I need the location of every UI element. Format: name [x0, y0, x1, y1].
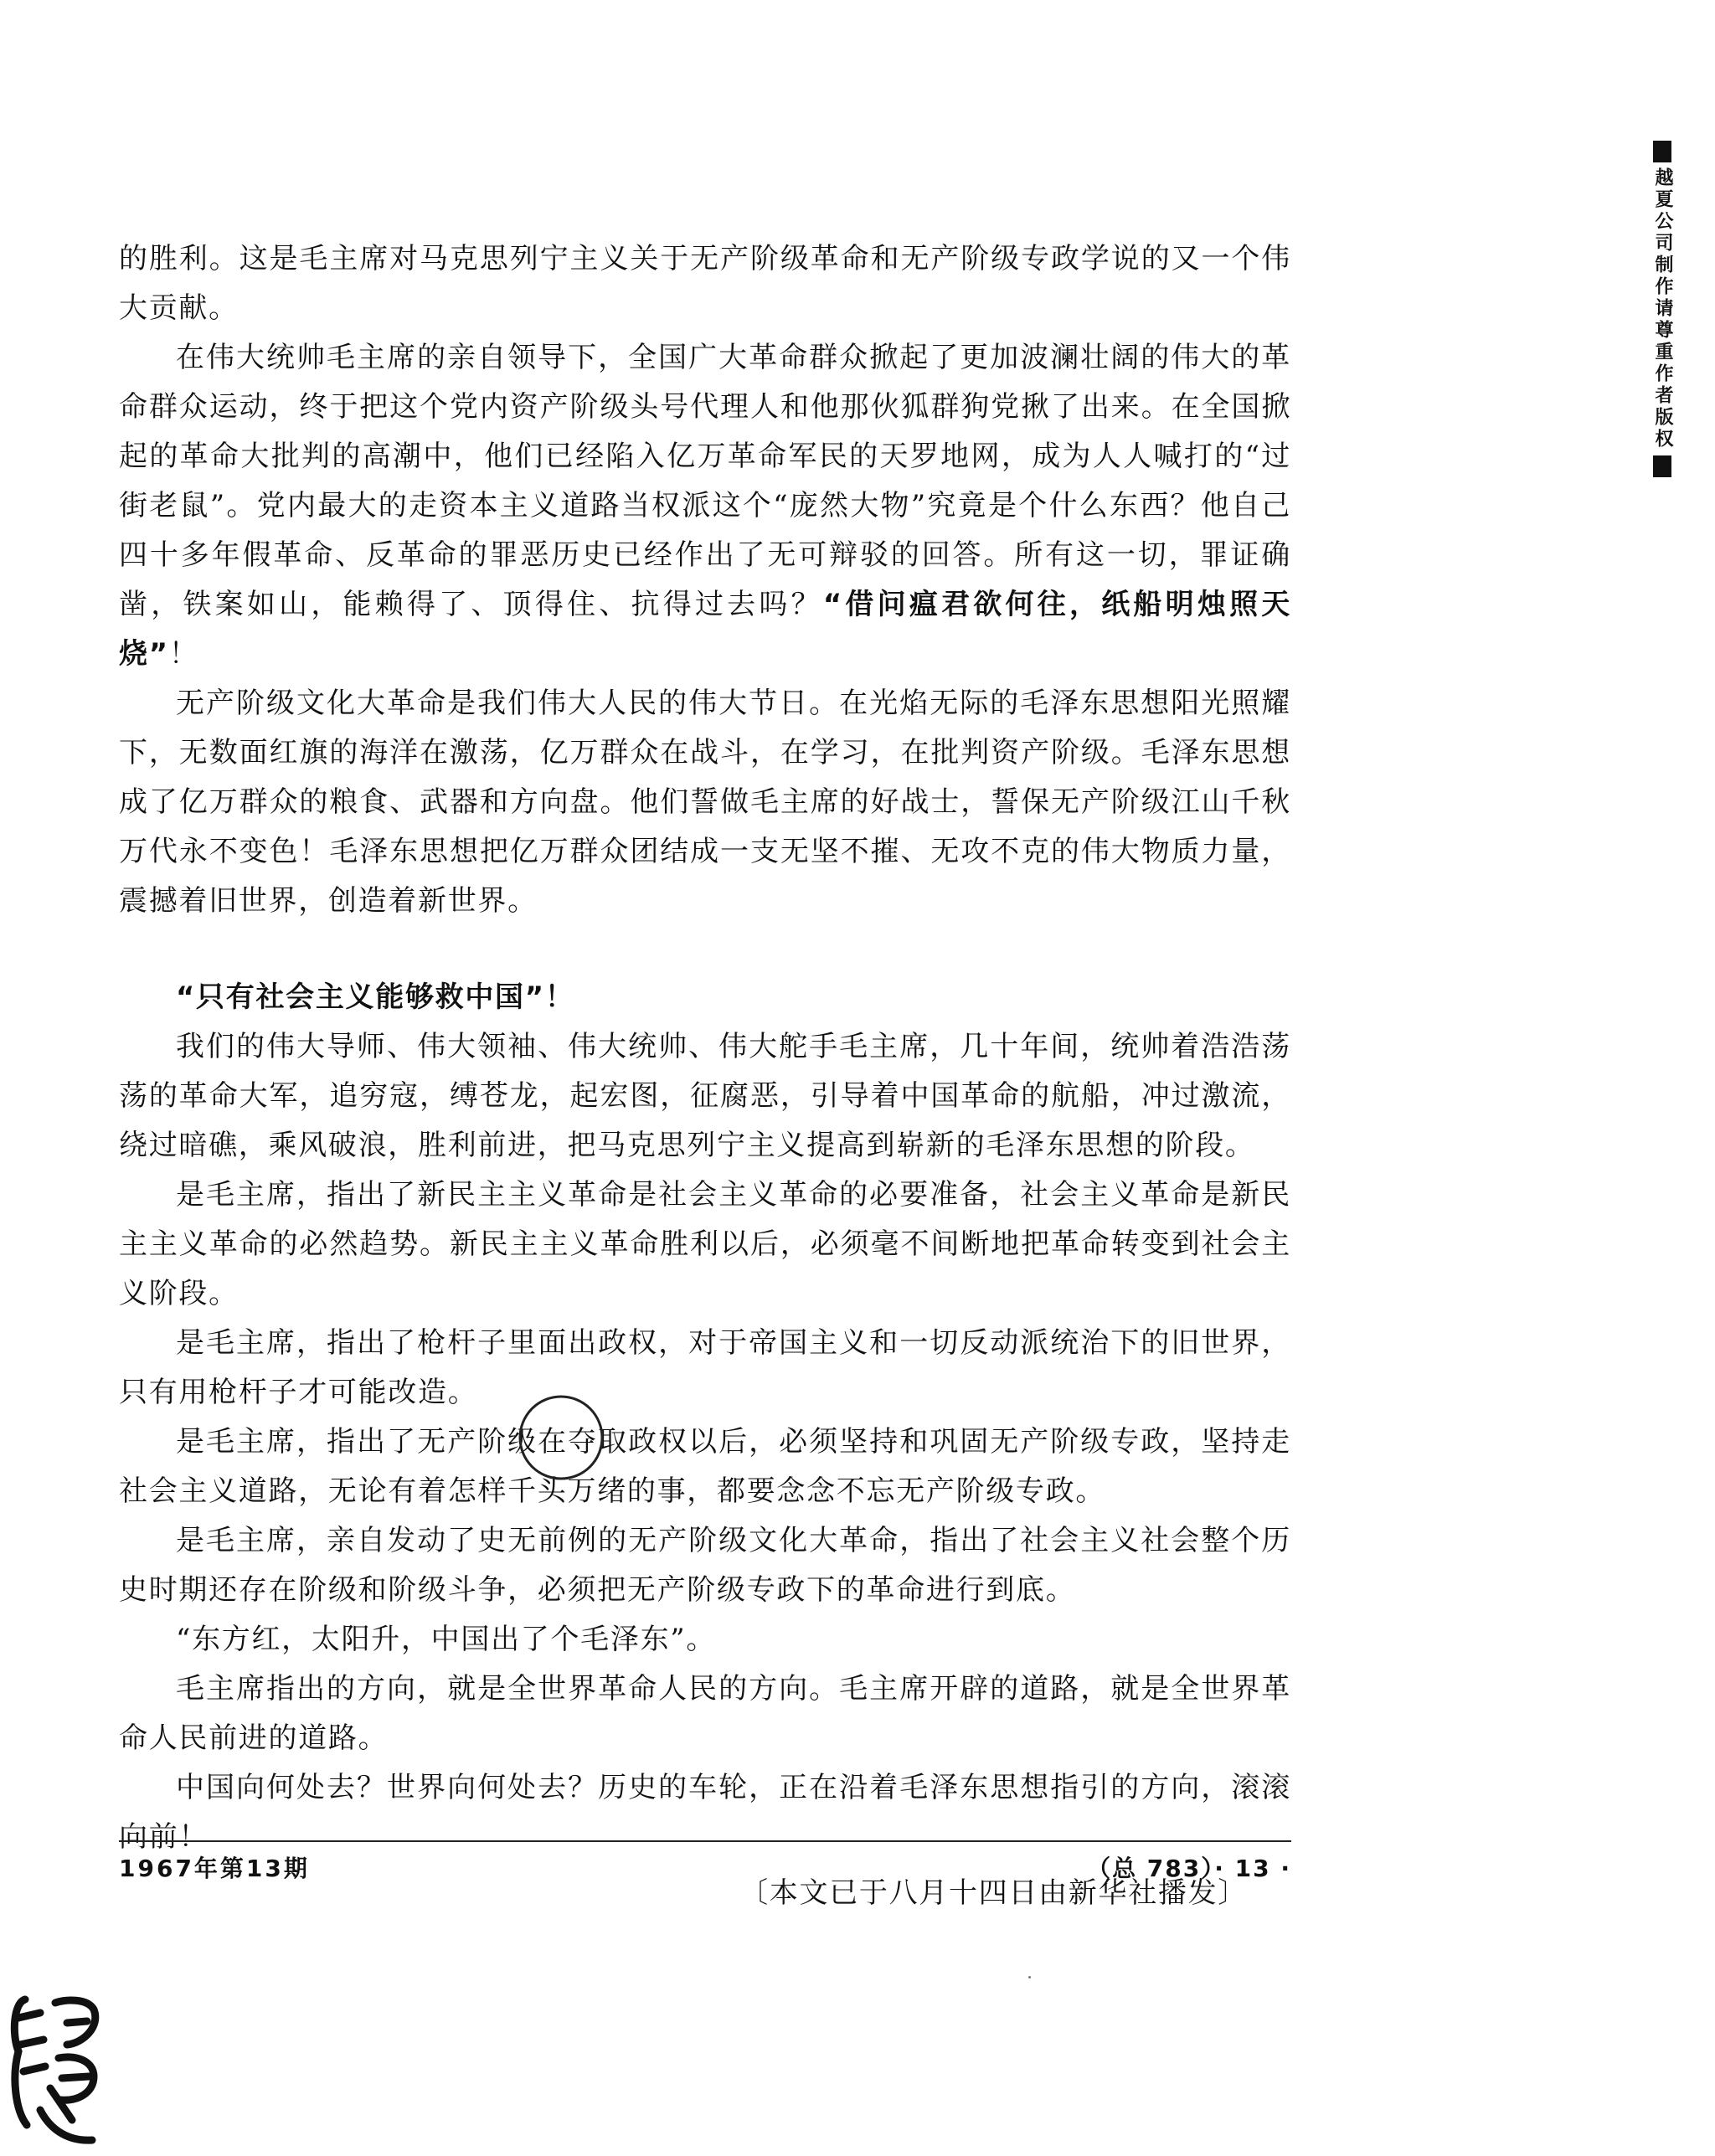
watermark-bar-bottom	[1653, 455, 1671, 477]
issue-label: 1967年第13期	[119, 1855, 310, 1882]
paragraph-9: “东方红，太阳升，中国出了个毛泽东”。	[176, 1623, 717, 1656]
circle-stamp-mark	[518, 1394, 605, 1481]
article-body	[119, 234, 1291, 1918]
paragraph-11: 中国向何处去？世界向何处去？历史的车轮，正在沿着毛泽东思想指引的方向，滚滚向前！	[119, 1771, 1291, 1854]
side-watermark	[1650, 141, 1675, 477]
poem-quote: “借问瘟君欲何往，纸船明烛照天烧”	[119, 588, 1291, 671]
paragraph-7: 是毛主席，指出了无产阶级在夺取政权以后，必须坚持和巩固无产阶级专政，坚持走社会主义道路，无论有着怎样千头万绪的事，都要念念不忘无产阶级专政。	[119, 1425, 1291, 1508]
paragraph-2-text: 在伟大统帅毛主席的亲自领导下，全国广大革命群众掀起了更加波澜壮阔的伟大的革命群众运动，终于把这个党内资产阶级头号代理人和他那伙狐群狗党揪了出来。在全国掀起的革命大批判的高潮中，他们已经陷入亿万革命军民的天罗地网，成为人人喊打的“过街老鼠”。党内最大的走资本主义道路当权派这个“庞然大物”究竟是个什么东西？他自己四十多年假革命、反革命的罪恶历史已经作出了无可辩驳的回答。所有这一切，罪证确凿，铁案如山，能赖得了、顶得住、抗得过去吗？	[119, 341, 1291, 621]
paragraph-2	[119, 333, 1291, 679]
page-number: （总 783）· 13 ·	[1087, 1855, 1291, 1882]
paragraph-10: 毛主席指出的方向，就是全世界革命人民的方向。毛主席开辟的道路，就是全世界革命人民前进的道路。	[119, 1672, 1291, 1755]
scan-speck	[1028, 1976, 1031, 1978]
watermark-bar-top	[1653, 141, 1671, 162]
paragraph-6: 是毛主席，指出了枪杆子里面出政权，对于帝国主义和一切反动派统治下的旧世界，只有用枪杆子才可能改造。	[119, 1326, 1291, 1409]
section-gap	[119, 926, 1291, 973]
paragraph-4: 我们的伟大导师、伟大领袖、伟大统帅、伟大舵手毛主席，几十年间，统帅着浩浩荡荡的革命大军，追穷寇，缚苍龙，起宏图，征腐恶，引导着中国革命的航船，冲过激流，绕过暗礁，乘风破浪，胜利前进，把马克思列宁主义提高到崭新的毛泽东思想的阶段。	[119, 1030, 1291, 1162]
paragraph-5: 是毛主席，指出了新民主主义革命是社会主义革命的必要准备，社会主义革命是新民主主义革命的必然趋势。新民主主义革命胜利以后，必须毫不间断地把革命转变到社会主义阶段。	[119, 1178, 1291, 1310]
seal-logo	[7, 1984, 107, 2152]
paragraph-3: 无产阶级文化大革命是我们伟大人民的伟大节日。在光焰无际的毛泽东思想阳光照耀下，无数面红旗的海洋在激荡，亿万群众在战斗，在学习，在批判资产阶级。毛泽东思想成了亿万群众的粮食、武器和方向盘。他们誓做毛主席的好战士，誓保无产阶级江山千秋万代永不变色！毛泽东思想把亿万群众团结成一支无坚不摧、无攻不克的伟大物质力量，震撼着旧世界，创造着新世界。	[119, 687, 1291, 918]
paragraph-2-end: ！	[168, 637, 199, 671]
watermark-text: 越夏公司制作请尊重作者版权	[1652, 167, 1673, 450]
broadcast-note: 〔本文已于八月十四日由新华社播发〕	[739, 1876, 1248, 1910]
section-heading: “只有社会主义能够救中国”！	[176, 980, 575, 1014]
paragraph-1: 的胜利。这是毛主席对马克思列宁主义关于无产阶级革命和无产阶级专政学说的又一个伟大贡献。	[119, 242, 1291, 325]
paragraph-8: 是毛主席，亲自发动了史无前例的无产阶级文化大革命，指出了社会主义社会整个历史时期还存在阶级和阶级斗争，必须把无产阶级专政下的革命进行到底。	[119, 1524, 1291, 1607]
footer-rule	[119, 1840, 1291, 1842]
